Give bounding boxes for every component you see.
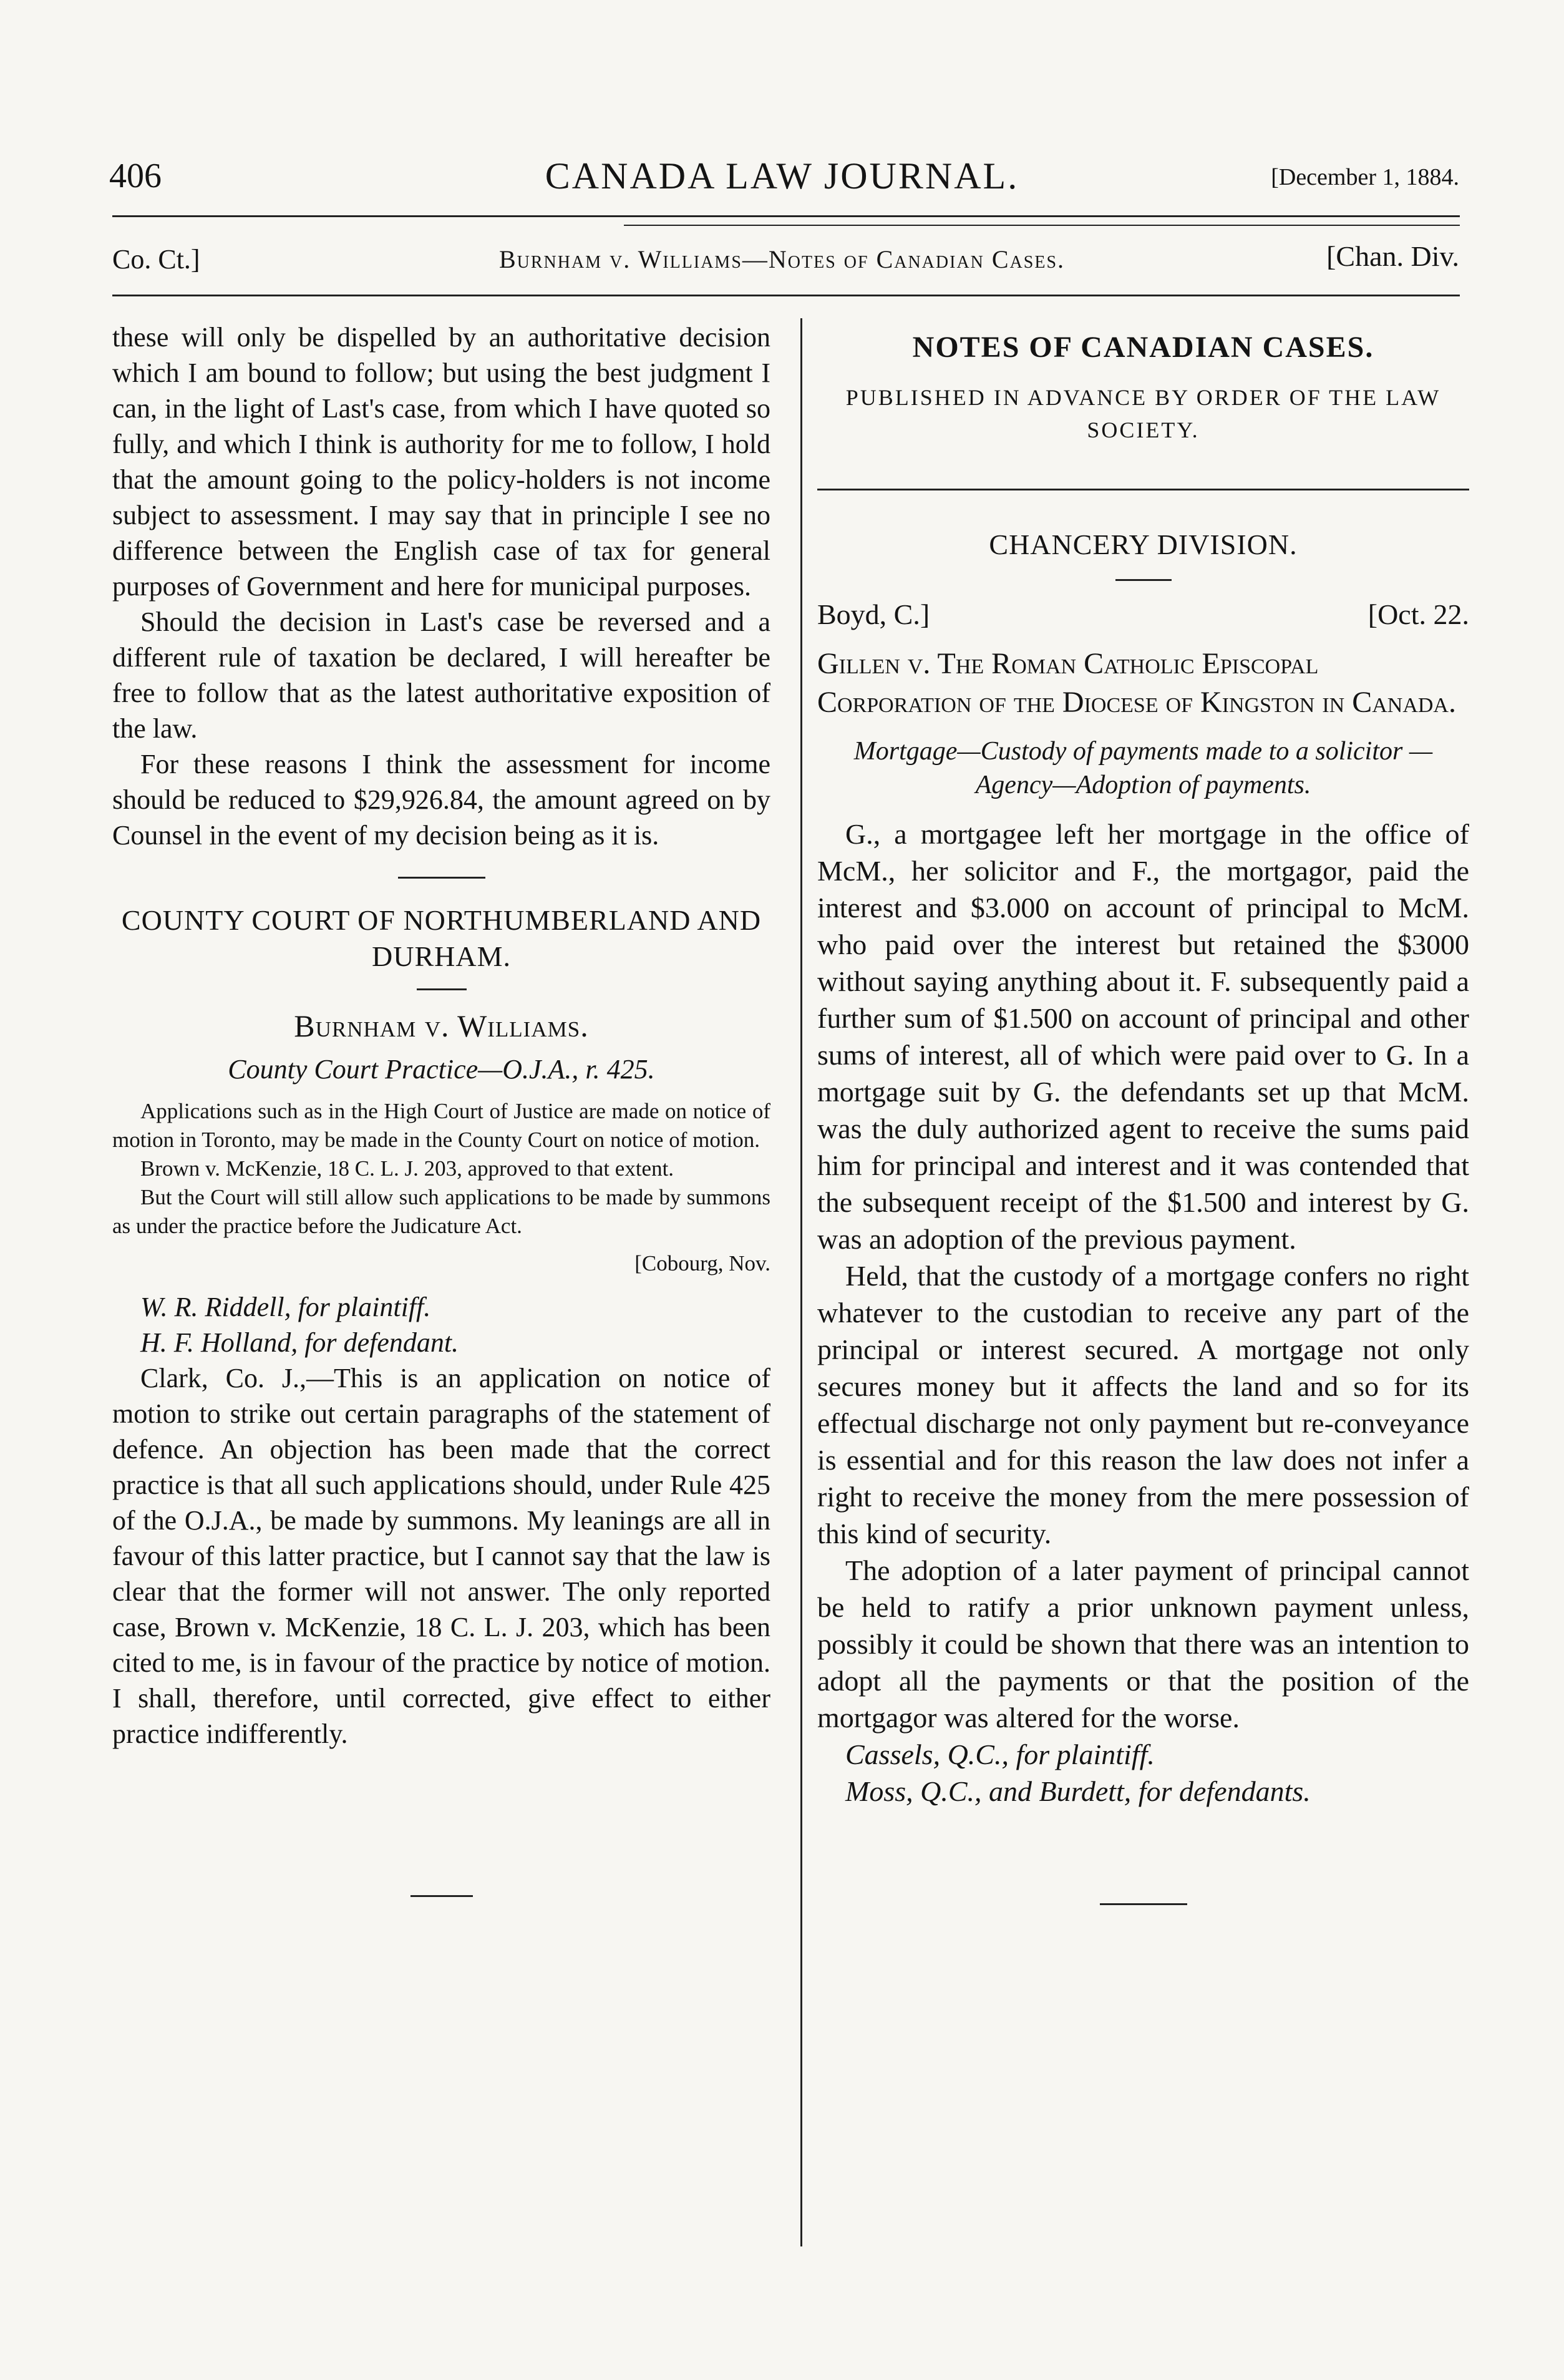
journal-title: CANADA LAW JOURNAL. <box>545 155 1019 197</box>
end-divider <box>1100 1903 1187 1905</box>
column-divider <box>800 318 802 2246</box>
headnote: Applications such as in the High Court of Justice are made on notice of motion in Toronto, may be made in the County Court on notice of motion. <box>112 1099 770 1152</box>
paragraph: Should the decision in Last's case be reversed and a different rule of taxation be declared, I will hereafter be free to follow that as the latest authoritative exposition of the law. <box>112 607 770 744</box>
court-heading: COUNTY COURT OF NORTHUMBERLAND AND DURHAM. <box>121 904 762 972</box>
counsel: H. F. Holland, for defendant. <box>140 1327 459 1358</box>
case-title: Burnham v. Williams. <box>294 1008 589 1043</box>
paragraph: G., a mortgagee left her mortgage in the office of McM., her solicitor and F., the mortgagor, paid the interest and $3.000 on account of principal to McM. who paid over the interest but retained the $3000 without saying anything about it. F. subsequently paid a further sum of $1.500 on account of principal and other sums of interest, all of which were paid over to G. In a mortgage suit by G. the defendants set up that McM. was the duly authorized agent to receive the sums paid him for principal and interest and it was contended that the subsequent receipt of the $1.500 and interest by G. was an adoption of the previous payment. <box>817 818 1469 1255</box>
end-divider <box>410 1895 473 1897</box>
notes-title: NOTES OF CANADIAN CASES. <box>912 331 1374 364</box>
paragraph: Held, that the custody of a mortgage confers no right whatever to the custodian to receive any part of the principal or interest secured. A mortgage not only secures money but it affects the land and so for its effectual discharge not only payment but re-conveyance is essential and for this reason the law does not infer a right to receive the money from the mere possession of this kind of security. <box>817 1260 1469 1549</box>
page-number: 406 <box>109 157 162 195</box>
counsel: W. R. Riddell, for plaintiff. <box>140 1292 431 1322</box>
case-subject: County Court Practice—O.J.A., r. 425. <box>228 1054 655 1085</box>
place-date: [Cobourg, Nov. <box>634 1251 770 1275</box>
header-rule-top <box>112 215 1460 217</box>
case-subject: Mortgage—Custody of payments made to a solicitor —Agency—Adoption of payments. <box>853 737 1433 799</box>
notes-subtitle: PUBLISHED IN ADVANCE BY ORDER OF THE LAW SOCIETY. <box>845 385 1441 442</box>
paragraph: For these reasons I think the assessment for income should be reduced to $29,926.84, the amount agreed on by Counsel in the event of my decision being as it is. <box>112 749 770 851</box>
right-column <box>817 329 1469 1929</box>
headnote: But the Court will still allow such applications to be made by summons as under the practice before the Judicature Act. <box>112 1185 770 1238</box>
header-rule-top-2 <box>624 225 1460 226</box>
section-rule <box>817 489 1469 490</box>
counsel: Moss, Q.C., and Burdett, for defendants. <box>845 1775 1311 1807</box>
case-title: Gillen v. The Roman Catholic Episcopal Corporation of the Diocese of Kingston in Canada. <box>817 647 1456 719</box>
judgment: Clark, Co. J.,—This is an application on notice of motion to strike out certain paragraphs of the statement of defence. An objection has been made that the correct practice is that all such applications should, under Rule 425 of the O.J.A., be made by summons. My leanings are all in favour of this latter practice, but I cannot say that the law is clear that the former will not answer. The only reported case, Brown v. McKenzie, 18 C. L. J. 203, which has been cited to me, is in favour of the practice by notice of motion. I shall, therefore, until corrected, give effect to either practice indifferently. <box>112 1363 770 1749</box>
header-rule-bottom <box>112 295 1460 296</box>
section-divider <box>398 877 485 879</box>
counsel: Cassels, Q.C., for plaintiff. <box>845 1739 1155 1770</box>
judge: Boyd, C.] <box>817 598 930 630</box>
running-title: Burnham v. Williams—Notes of Canadian Cases. <box>498 245 1066 273</box>
section-divider <box>1115 579 1172 581</box>
section-divider <box>417 988 467 990</box>
issue-date: [December 1, 1884. <box>1271 164 1459 190</box>
court-tag-left: Co. Ct.] <box>112 244 200 275</box>
court-tag-right: [Chan. Div. <box>1326 240 1459 272</box>
paragraph: The adoption of a later payment of principal cannot be held to ratify a prior unknown payment unless, possibly it could be shown that there was an intention to adopt all the payments or that the position of the mortgagor was altered for the worse. <box>817 1554 1469 1734</box>
decision-date: [Oct. 22. <box>1367 598 1469 630</box>
paragraph: these will only be dispelled by an authoritative decision which I am bound to follow; but using the best judgment I can, in the light of Last's case, from which I have quoted so fully, and which I think is authority for me to follow, I hold that the amount going to the policy-holders is not income subject to assessment. I may say that in principle I see no difference between the English case of tax for general purposes of Government and here for municipal purposes. <box>112 322 770 602</box>
headnote: Brown v. McKenzie, 18 C. L. J. 203, approved to that extent. <box>140 1156 674 1181</box>
division-heading: CHANCERY DIVISION. <box>989 529 1298 560</box>
judge-row <box>817 596 1469 633</box>
left-column <box>112 319 770 1921</box>
